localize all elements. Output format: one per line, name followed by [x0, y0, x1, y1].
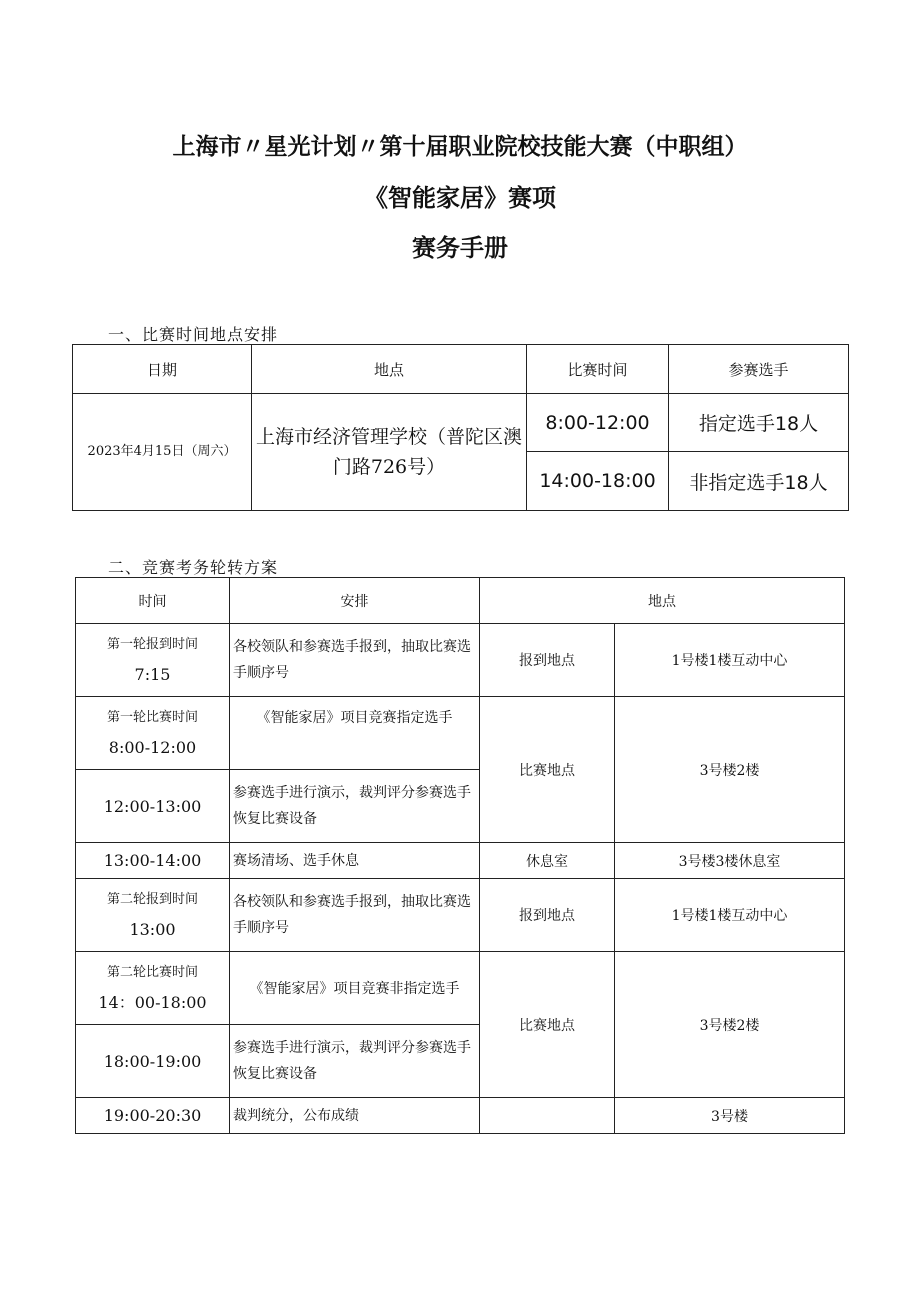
table-row: [76, 697, 845, 770]
section1-heading: 一、比赛时间地点安排: [108, 325, 279, 344]
row2-label: 第一轮比赛时间: [106, 710, 198, 725]
session2-players: 非指定选手18人: [669, 452, 849, 511]
row5-place-detail: 1号楼1楼互动中心: [615, 879, 845, 952]
row1-time: 7:15: [134, 665, 171, 684]
schedule-location-table: [72, 344, 849, 511]
row6-label: 第二轮比赛时间: [106, 965, 198, 980]
event-date: 2023年4月15日（周六）: [73, 394, 252, 511]
row6-time: 14：00-18:00: [98, 993, 207, 1012]
table-row: [76, 624, 845, 697]
table-row: [76, 843, 845, 879]
header-match-time: 比赛时间: [527, 345, 669, 394]
row5-label: 第二轮报到时间: [106, 892, 198, 907]
row7-time: 18:00-19:00: [76, 1025, 230, 1098]
section2-heading: 二、竞赛考务轮转方案: [108, 558, 279, 577]
row3-arrangement: 参赛选手进行演示，裁判评分参赛选手恢复比赛设备: [230, 770, 480, 843]
row7-arrangement: 参赛选手进行演示，裁判评分参赛选手恢复比赛设备: [230, 1025, 480, 1098]
session2-time: 14:00-18:00: [527, 452, 669, 511]
row1-place: 报到地点: [480, 624, 615, 697]
row1-place-detail: 1号楼1楼互动中心: [615, 624, 845, 697]
row1-label: 第一轮报到时间: [106, 637, 198, 652]
row2-time: 8:00-12:00: [108, 738, 197, 757]
table-row: [76, 1098, 845, 1134]
header-arrangement: 安排: [230, 578, 480, 624]
row2-arrangement: 《智能家居》项目竞赛指定选手: [230, 697, 480, 770]
row8-time: 19:00-20:30: [76, 1098, 230, 1134]
row4-arrangement: 赛场清场、选手休息: [230, 843, 480, 879]
table-row: [76, 952, 845, 1025]
table-row: [76, 879, 845, 952]
row5-time: 13:00: [129, 920, 176, 939]
row4-time: 13:00-14:00: [76, 843, 230, 879]
row4-place-detail: 3号楼3楼休息室: [615, 843, 845, 879]
row2-time-cell: [76, 697, 230, 770]
header-place: 地点: [480, 578, 845, 624]
row5-place: 报到地点: [480, 879, 615, 952]
row8-place: [480, 1098, 615, 1134]
header-time: 时间: [76, 578, 230, 624]
row3-time: 12:00-13:00: [76, 770, 230, 843]
event-location: 上海市经济管理学校（普陀区澳门路726号）: [252, 394, 527, 511]
row8-arrangement: 裁判统分，公布成绩: [230, 1098, 480, 1134]
row6-place: 比赛地点: [480, 952, 615, 1098]
row6-time-cell: [76, 952, 230, 1025]
row5-time-cell: [76, 879, 230, 952]
row8-place-detail: 3号楼: [615, 1098, 845, 1134]
event-subtitle: 《智能家居》赛项: [364, 184, 556, 212]
header-location: 地点: [252, 345, 527, 394]
document-title: 上海市〃星光计划〃第十届职业院校技能大赛（中职组）: [172, 134, 748, 160]
session1-time: 8:00-12:00: [527, 394, 669, 452]
row1-time-cell: [76, 624, 230, 697]
row4-place: 休息室: [480, 843, 615, 879]
row5-arrangement: 各校领队和参赛选手报到，抽取比赛选手顺序号: [230, 879, 480, 952]
row2-place-detail: 3号楼2楼: [615, 697, 845, 843]
row2-place: 比赛地点: [480, 697, 615, 843]
session1-players: 指定选手18人: [669, 394, 849, 452]
header-date: 日期: [73, 345, 252, 394]
manual-title: 赛务手册: [412, 234, 508, 262]
row6-place-detail: 3号楼2楼: [615, 952, 845, 1098]
row1-arrangement: 各校领队和参赛选手报到，抽取比赛选手顺序号: [230, 624, 480, 697]
row6-arrangement: 《智能家居》项目竞赛非指定选手: [230, 952, 480, 1025]
header-players: 参赛选手: [669, 345, 849, 394]
rotation-table: [75, 577, 845, 1134]
